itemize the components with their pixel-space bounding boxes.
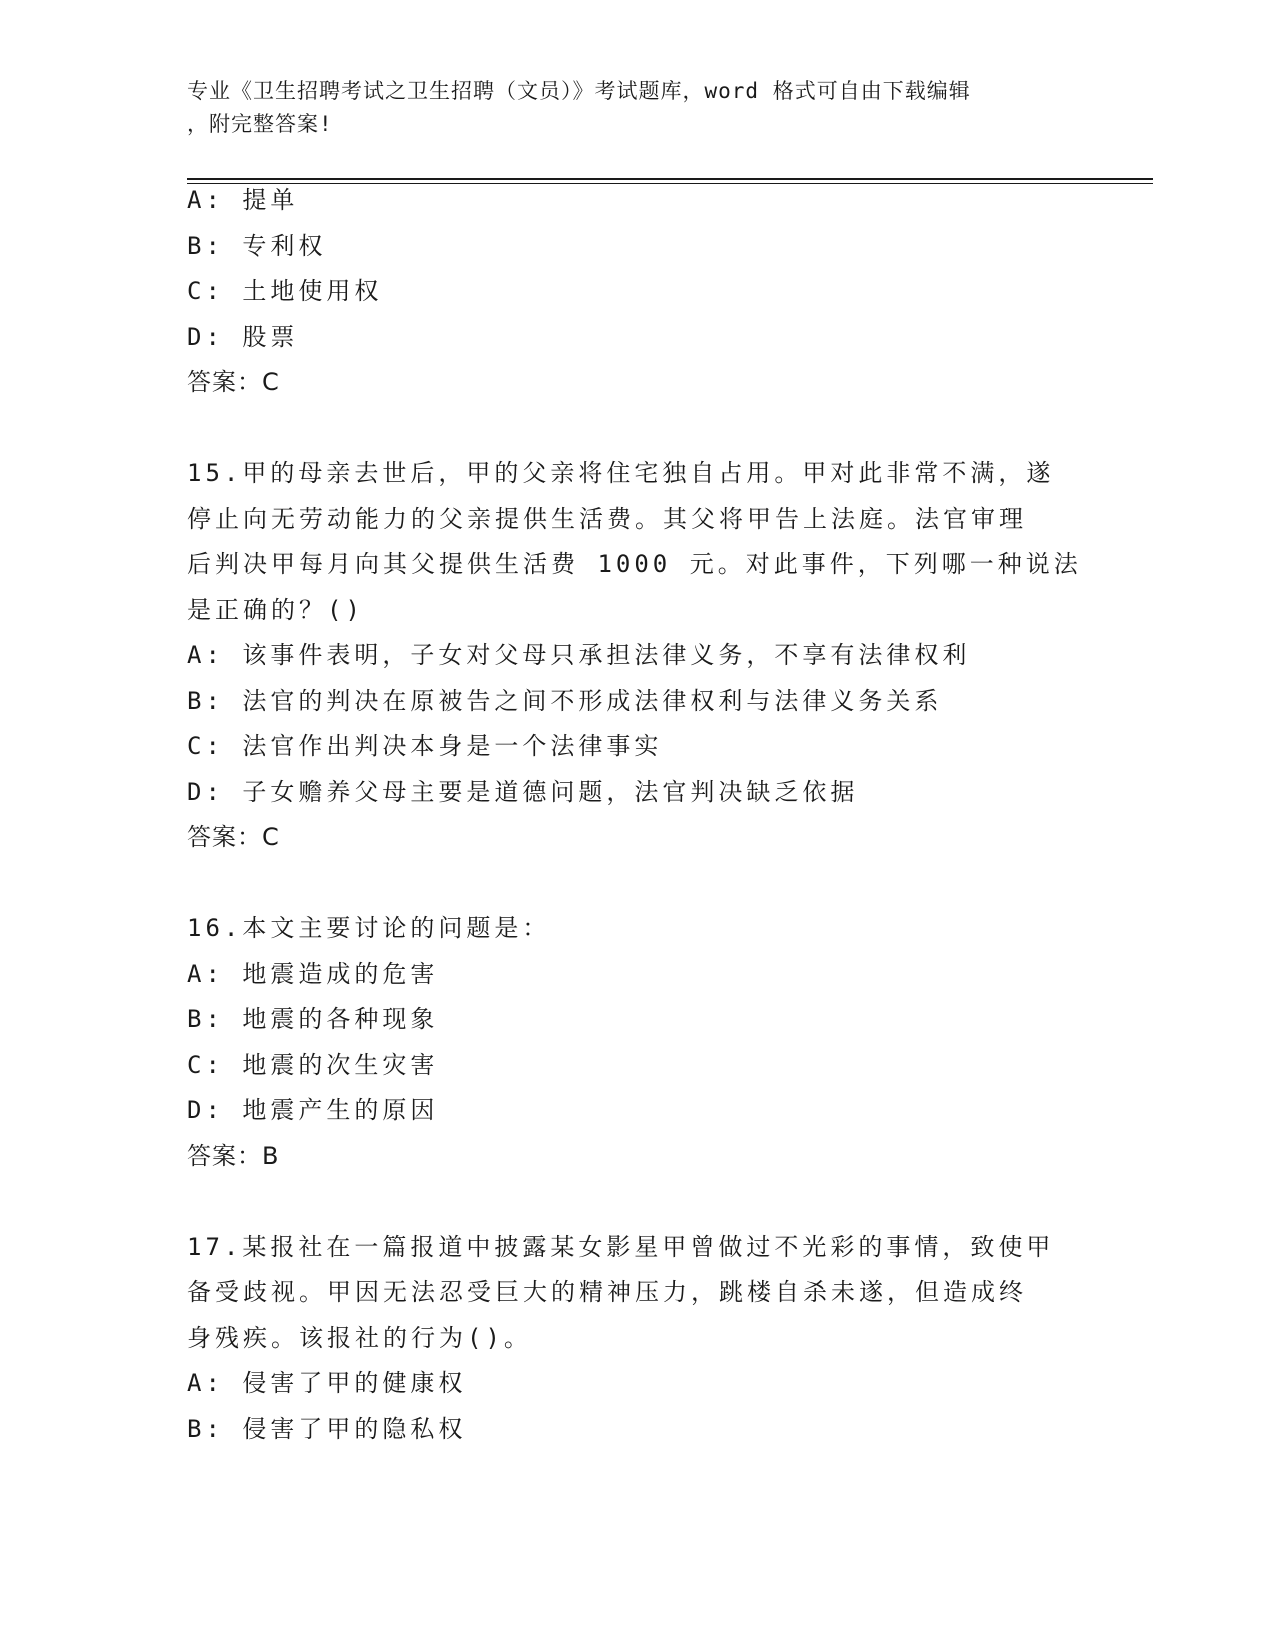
question-15 xyxy=(187,451,1087,861)
option-a: A: 提单 xyxy=(187,186,299,214)
option-c: C: 土地使用权 xyxy=(187,277,383,305)
question-stem-line: 备受歧视。甲因无法忍受巨大的精神压力，跳楼自杀未遂，但造成终 xyxy=(187,1278,1027,1306)
document-header xyxy=(187,75,1067,141)
option-b: B: 法官的判决在原被告之间不形成法律权利与法律义务关系 xyxy=(187,686,943,715)
question-16 xyxy=(187,906,1087,1179)
spacer xyxy=(187,406,1087,452)
question-stem-line: 后判决甲每月向其父提供生活费 1000 元。对此事件，下列哪一种说法 xyxy=(187,550,1082,578)
answer-line: 答案：C xyxy=(187,368,280,396)
question-stem-line: 17.某报社在一篇报道中披露某女影星甲曾做过不光彩的事情，致使甲 xyxy=(187,1232,1055,1261)
answer-line: 答案：B xyxy=(187,1141,280,1170)
question-stem-line: 身残疾。该报社的行为()。 xyxy=(187,1323,532,1352)
question-stem-line: 16.本文主要讨论的问题是： xyxy=(187,914,551,942)
spacer xyxy=(187,861,1087,907)
option-b: B: 专利权 xyxy=(187,231,327,260)
option-b: B: 地震的各种现象 xyxy=(187,1005,439,1033)
option-b: B: 侵害了甲的隐私权 xyxy=(187,1414,467,1443)
question-list xyxy=(187,178,1087,1452)
question-stem-line: 是正确的？() xyxy=(187,595,364,624)
option-c: C: 地震的次生灾害 xyxy=(187,1050,439,1079)
option-a: A: 地震造成的危害 xyxy=(187,959,439,988)
answer-line: 答案：C xyxy=(187,823,280,851)
spacer xyxy=(187,1179,1087,1225)
header-line-2: ，附完整答案! xyxy=(187,112,333,136)
question-stem-line: 15.甲的母亲去世后，甲的父亲将住宅独自占用。甲对此非常不满，遂 xyxy=(187,459,1055,487)
question-14 xyxy=(187,178,1087,406)
option-d: D: 子女赡养父母主要是道德问题，法官判决缺乏依据 xyxy=(187,777,859,806)
question-stem-line: 停止向无劳动能力的父亲提供生活费。其父将甲告上法庭。法官审理 xyxy=(187,504,1027,533)
option-a: A: 该事件表明，子女对父母只承担法律义务，不享有法律权利 xyxy=(187,641,971,669)
option-c: C: 法官作出判决本身是一个法律事实 xyxy=(187,732,663,760)
question-17 xyxy=(187,1225,1087,1453)
option-a: A: 侵害了甲的健康权 xyxy=(187,1369,467,1397)
header-line-1: 专业《卫生招聘考试之卫生招聘（文员）》考试题库，word 格式可自由下载编辑 xyxy=(187,79,971,103)
option-d: D: 地震产生的原因 xyxy=(187,1096,439,1124)
option-d: D: 股票 xyxy=(187,322,299,351)
